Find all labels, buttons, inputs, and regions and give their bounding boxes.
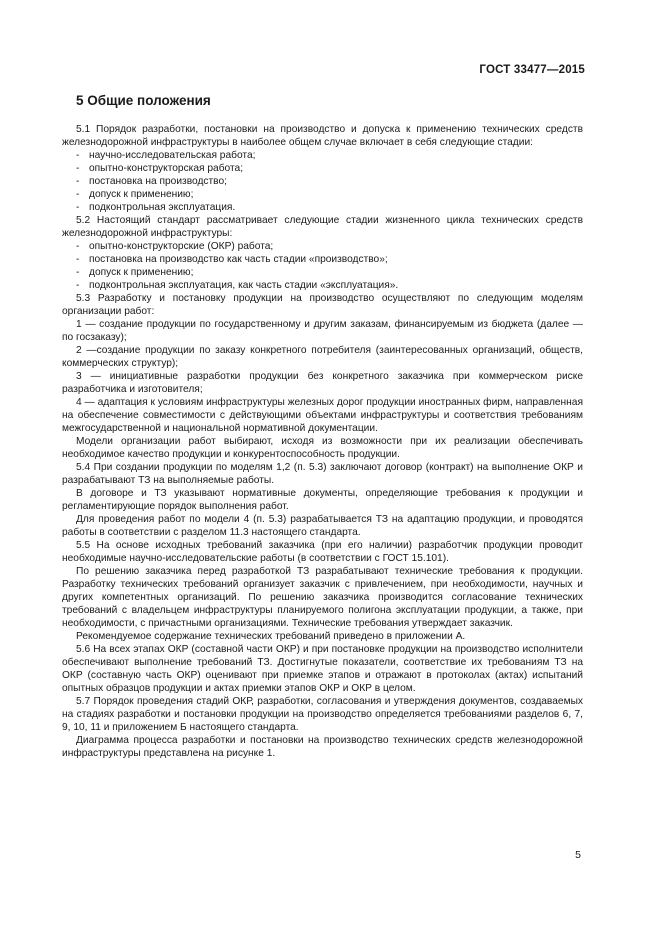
model-1: 1 — создание продукции по государственному и другим заказам, финансируемым из бюджета (далее — по госзаказу);	[62, 319, 583, 343]
paragraph-5-4-c: Для проведения работ по модели 4 (п. 5.3) разрабатывается ТЗ на адаптацию продукции, и проводятся работы в соответствии с разделом 11.3 настоящего стандарта.	[62, 514, 583, 538]
paragraph-5-3-note: Модели организации работ выбирают, исходя из возможности при их реализации обеспечивать необходимое качество продукции и конкурентоспособность продукции.	[62, 436, 583, 460]
list-item: - подконтрольная эксплуатация, как часть стадии «эксплуатация».	[76, 280, 399, 291]
paragraph-5-5: 5.5 На основе исходных требований заказчика (при его наличии) разработчик продукции проводит необходимые научно-исследовательские работы (в соответствии с ГОСТ 15.101).	[62, 540, 583, 564]
paragraph-5-3: 5.3 Разработку и постановку продукции на производство осуществляют по следующим моделям организации работ:	[62, 293, 583, 317]
list-item: - опытно-конструкторская работа;	[76, 163, 244, 174]
section-title: 5 Общие положения	[76, 93, 211, 108]
paragraph-5-2: 5.2 Настоящий стандарт рассматривает следующие стадии жизненного цикла технических средств железнодорожной инфраструктуры:	[62, 215, 583, 239]
list-item: - опытно-конструкторские (ОКР) работа;	[76, 241, 274, 252]
list-item: - допуск к применению;	[76, 189, 194, 200]
paragraph-5-7: 5.7 Порядок проведения стадий ОКР, разработки, согласования и утверждения документов, создаваемых на стадиях разработки и постановки продукции на производство определяется требованиями разделов 6, 7, 9, 10, 11 и приложением Б настоящего стандарта.	[62, 696, 583, 733]
model-2: 2 —создание продукции по заказу конкретного потребителя (заинтересованных организаций, обществ, коммерческих структур);	[62, 345, 583, 369]
paragraph-5-7-b: Диаграмма процесса разработки и постановки на производство технических средств железнодорожной инфраструктуры представлена на рисунке 1.	[62, 735, 583, 759]
list-item: - подконтрольная эксплуатация.	[76, 202, 236, 213]
paragraph-5-5-b: По решению заказчика перед разработкой ТЗ разрабатывают технические требования к продукции. Разработку технических требований организует заказчик с привлечением, при необходимости, научных и других компетентных организаций. По решению заказчика производится согласование технических требований с владельцем инфраструктуры планируемого полигона эксплуатации продукции, а также, при необходимости, с причастными организациями. Технические требования утверждает заказчик.	[62, 566, 583, 629]
standard-header: ГОСТ 33477—2015	[479, 64, 585, 76]
model-3: 3 — инициативные разработки продукции без конкретного заказчика при коммерческом риске разработчика и изготовителя;	[62, 371, 583, 395]
paragraph-5-6: 5.6 На всех этапах ОКР (составной части ОКР) и при постановке продукции на производство исполнители обеспечивают выполнение требований ТЗ. Достигнутые показатели, соответствие их требованиям ТЗ на ОКР (составную часть ОКР) оценивают при приемке этапов и отражают в протоколах (актах) испытаний опытных образцов продукции и актах приемки этапов ОКР и ОКР в целом.	[62, 644, 583, 694]
section-body	[62, 123, 583, 760]
list-item: - допуск к применению;	[76, 267, 194, 278]
paragraph-5-4: 5.4 При создании продукции по моделям 1,2 (п. 5.3) заключают договор (контракт) на выполнение ОКР и разрабатывают ТЗ на выполняемые работы.	[62, 462, 583, 486]
page-number: 5	[575, 849, 581, 861]
stages-list	[62, 149, 583, 214]
paragraph-5-4-b: В договоре и ТЗ указывают нормативные документы, определяющие требования к продукции и регламентирующие порядок выполнения работ.	[62, 488, 583, 512]
paragraph-5-5-c: Рекомендуемое содержание технических требований приведено в приложении А.	[76, 631, 466, 642]
list-item: - постановка на производство как часть стадии «производство»;	[76, 254, 388, 265]
lifecycle-stages-list	[62, 240, 583, 292]
list-item: - постановка на производство;	[76, 176, 227, 187]
list-item: - научно-исследовательская работа;	[76, 150, 256, 161]
paragraph-5-1: 5.1 Порядок разработки, постановки на производство и допуска к применению технических средств железнодорожной инфраструктуры в наиболее общем случае включает в себя следующие стадии:	[62, 124, 583, 148]
model-4: 4 — адаптация к условиям инфраструктуры железных дорог продукции иностранных фирм, направленная на обеспечение совместимости с действующими объектами инфраструктуры и соответствия требованиям межгосударственной и национальной нормативной документации.	[62, 397, 583, 434]
